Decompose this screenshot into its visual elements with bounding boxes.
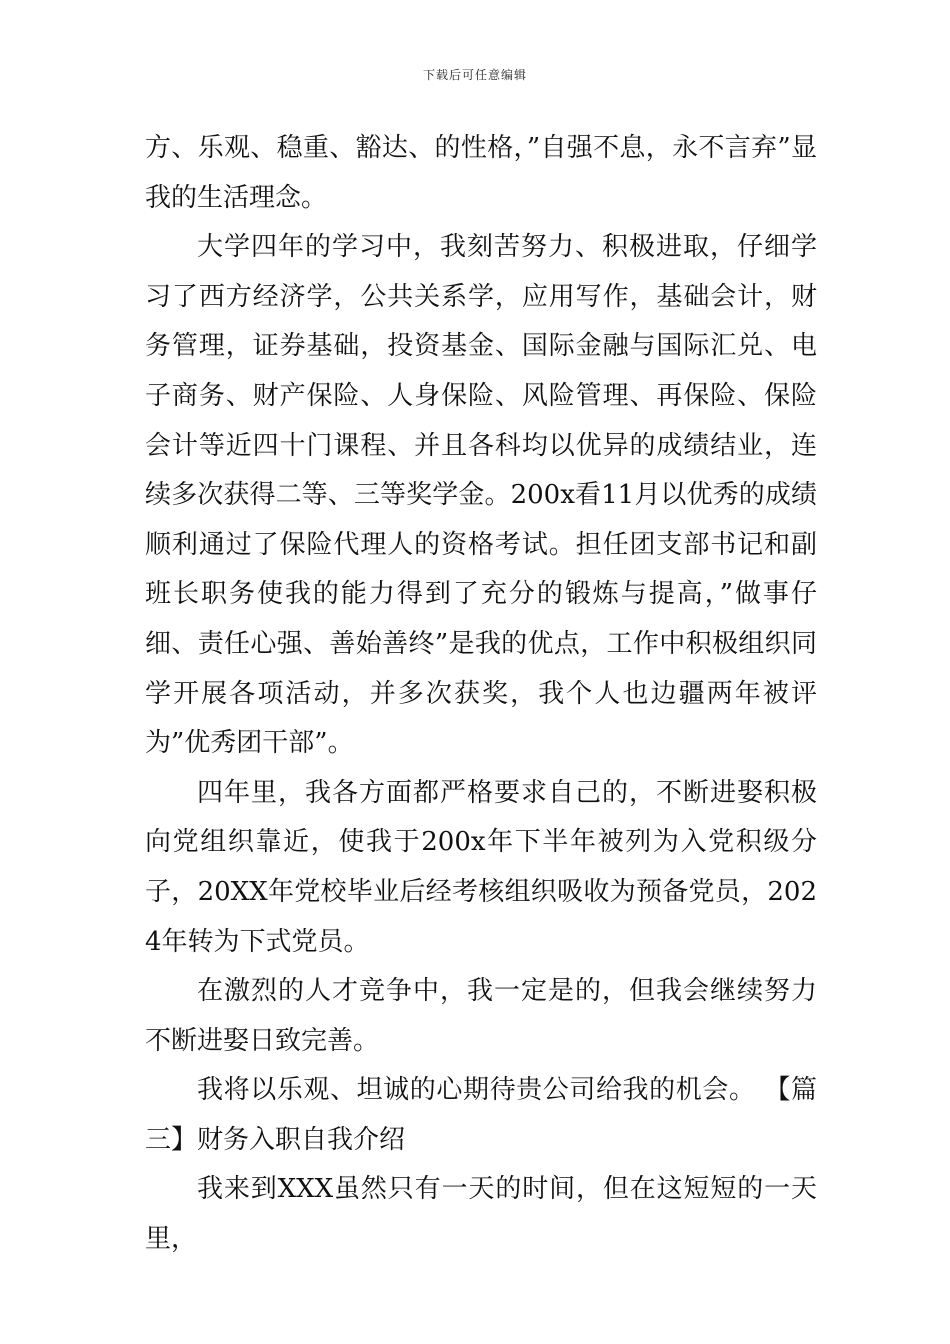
paragraph-5: 我将以乐观、坦诚的心期待贵公司给我的机会。 【篇三】财务入职自我介绍 (145, 1075, 817, 1155)
paragraph-6: 我来到XXX虽然只有一天的时间，但在这短短的一天里， (145, 1174, 817, 1255)
document-body (145, 124, 817, 1265)
paragraph-4: 在激烈的人才竞争中，我一定是的，但我会继续努力不断进娶日致完善。 (145, 976, 817, 1056)
paragraph-3: 四年里，我各方面都严格要求自己的，不断进娶积极向党组织靠近，使我于200x年下半年被列为入党积级分子，20XX年党校毕业后经考核组织吸收为预备党员，2024年转为下式党员。 (145, 777, 817, 957)
page-header: 下载后可任意编辑 (422, 68, 527, 82)
paragraph-2: 大学四年的学习中，我刻苦努力、积极进取，仔细学习了西方经济学，公共关系学，应用写作，基础会计，财务管理，证券基础，投资基金、国际金融与国际汇兑、电子商务、财产保险、人身保险、风险管理、再保险、保险会计等近四十门课程、并且各科均以优异的成绩结业，连续多次获得二等、三等奖学金。200x看11月以优秀的成绩顺利通过了保险代理人的资格考试。担任团支部书记和副班长职务使我的能力得到了充分的锻炼与提高，”做事仔细、责任心强、善始善终”是我的优点，工作中积极组织同学开展各项活动，并多次获奖，我个人也边疆两年被评为”优秀团干部”。 (145, 232, 817, 759)
paragraph-1: 方、乐观、稳重、豁达、的性格，”自强不息，永不言弃”显我的生活理念。 (145, 133, 817, 213)
